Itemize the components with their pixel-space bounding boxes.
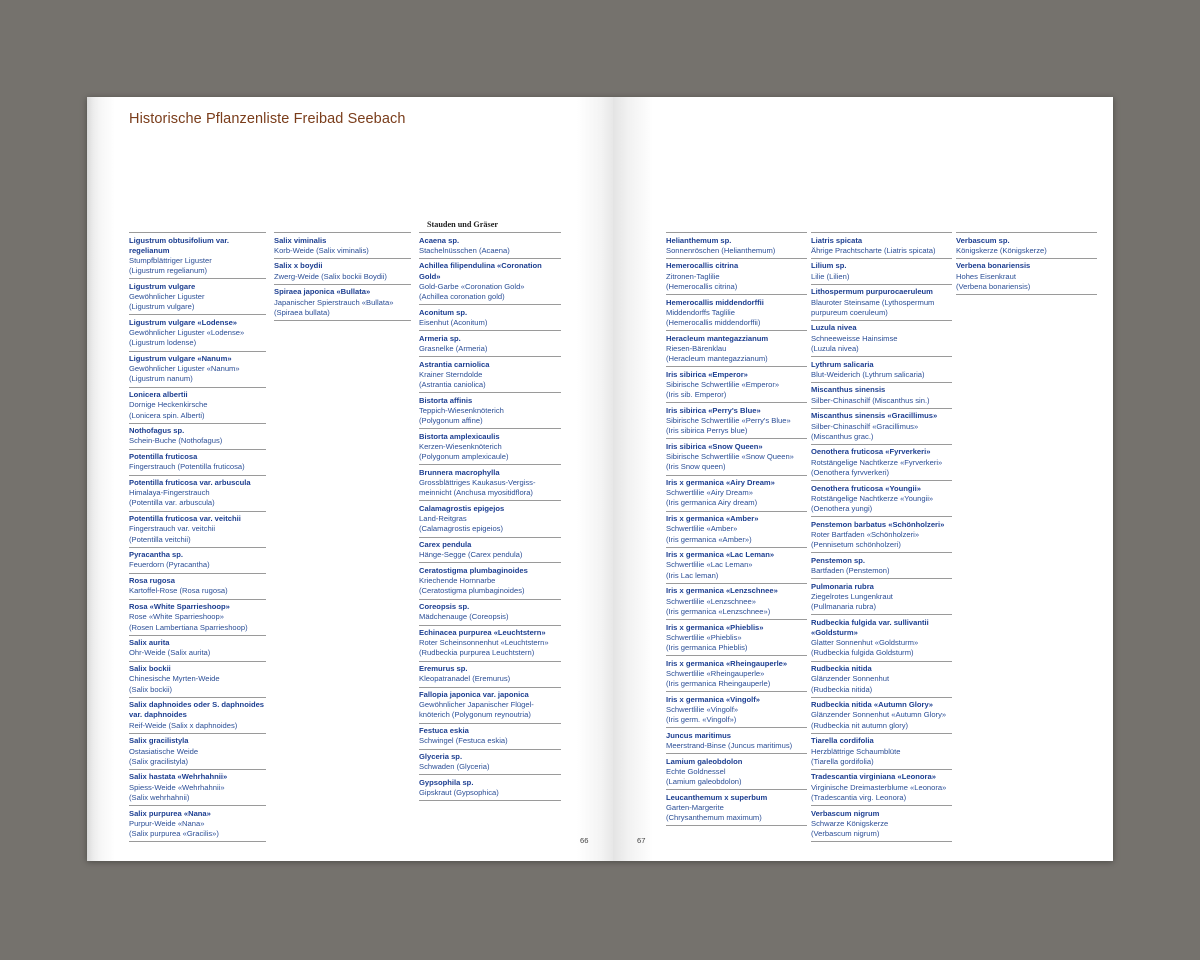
plant-latin-name: (Iris Lac leman) <box>666 570 719 580</box>
plant-common-name: Fingerstrauch var. veitchii <box>129 524 216 534</box>
plant-name: Iris x germanica «Lenzschnee» <box>666 586 778 596</box>
plant-latin-name: (Heracleum mantegazzianum) <box>666 354 768 364</box>
plant-entry <box>811 356 952 382</box>
plant-name: Iris x germanica «Vingolf» <box>666 694 760 704</box>
plant-column-1 <box>129 232 266 842</box>
plant-name: Rudbeckia fulgida var. sullivantii «Goldsturm» <box>811 617 929 637</box>
plant-latin-name: (Lonicera spin. Alberti) <box>129 410 205 420</box>
plant-latin-name: (Salix gracilistyla) <box>129 756 189 766</box>
plant-latin-name: (Iris germanica «Lenzschnee») <box>666 606 771 616</box>
plant-latin-name: (Salix bockii) <box>129 684 173 694</box>
plant-entry <box>666 583 807 619</box>
plant-common-name: Dornige Heckenkirsche <box>129 400 208 410</box>
plant-common-name: Schwertlilie «Phieblis» <box>666 632 742 642</box>
plant-name: Leucanthemum x superbum <box>666 792 768 802</box>
plant-entry <box>129 278 266 314</box>
plant-name: Salix purpurea «Nana» <box>129 808 211 818</box>
plant-entry <box>419 687 561 723</box>
plant-entry <box>811 444 952 480</box>
plant-latin-name: (Lamium galeobdolon) <box>666 777 742 787</box>
plant-entry <box>129 351 266 387</box>
plant-name: Salix bockii <box>129 664 171 674</box>
plant-name: Iris x germanica «Amber» <box>666 514 759 524</box>
plant-entry <box>129 314 266 350</box>
plant-latin-name: (Polygonum affine) <box>419 416 483 426</box>
plant-name: Aconitum sp. <box>419 307 468 317</box>
plant-entry <box>419 464 561 500</box>
plant-common-name: Glänzender Sonnenhut «Autumn Glory» (Rudbeckia nit autumn glory) <box>811 710 947 730</box>
plant-entry <box>811 320 952 356</box>
plant-common-name: Krainer Sterndolde <box>419 369 483 379</box>
plant-name: Oenothera fruticosa «Fyrverkeri» <box>811 447 931 457</box>
plant-latin-name: (Calamagrostis epigeios) <box>419 524 503 534</box>
plant-entry <box>274 232 411 258</box>
plant-common-name: Schwertlilie «Amber» <box>666 524 738 534</box>
plant-entry <box>811 805 952 842</box>
plant-common-name: Echte Goldnessel <box>666 766 726 776</box>
plant-name: Ceratostigma plumbaginoides <box>419 565 528 575</box>
plant-entry <box>811 382 952 408</box>
plant-name: Iris x germanica «Airy Dream» <box>666 478 775 488</box>
plant-common-name: Ostasiatische Weide <box>129 746 199 756</box>
plant-common-name: Blauroter Steinsame (Lythospermum <box>811 297 935 307</box>
plant-entry <box>666 438 807 474</box>
plant-entry <box>666 789 807 826</box>
plant-common-name: Schwertlilie «Airy Dream» <box>666 488 753 498</box>
plant-latin-name: (Rudbeckia nitida) <box>811 684 873 694</box>
plant-latin-name: (Iris sibirica Perrys blue) <box>666 426 748 436</box>
plant-name: Ligustrum vulgare «Lodense» <box>129 317 238 327</box>
plant-entry <box>811 408 952 444</box>
plant-common-name: Korb-Weide (Salix viminalis) <box>274 245 369 255</box>
plant-common-name: Kleopatranadel (Eremurus) <box>419 674 511 684</box>
plant-name: Iris x germanica «Phieblis» <box>666 622 764 632</box>
plant-latin-name: (Iris germanica Rheingauperle) <box>666 679 771 689</box>
plant-latin-name: (Potentilla var. arbuscula) <box>129 498 215 508</box>
plant-entry <box>419 774 561 801</box>
plant-latin-name: (Iris germanica «Amber») <box>666 534 752 544</box>
plant-name: Lythrum salicaria <box>811 359 874 369</box>
plant-common-name: Gewöhnlicher Japanischer Flügel- knöterich (Polygonum reynoutria) <box>419 700 534 720</box>
plant-entry <box>811 552 952 578</box>
plant-entry <box>666 294 807 330</box>
plant-name: Spiraea japonica «Bullata» <box>274 287 371 297</box>
plant-latin-name: (Hemerocallis citrina) <box>666 281 738 291</box>
plant-common-name: Bartfaden (Penstemon) <box>811 565 890 575</box>
plant-common-name: Schwertlilie «Vingolf» <box>666 704 739 714</box>
plant-common-name: Hohes Eisenkraut <box>956 271 1016 281</box>
plant-entry <box>811 232 952 258</box>
plant-latin-name: (Ligustrum vulgare) <box>129 302 195 312</box>
plant-common-name: Gipskraut (Gypsophica) <box>419 788 499 798</box>
plant-common-name: Ziegelrotes Lungenkraut <box>811 591 893 601</box>
plant-name: Pyracantha sp. <box>129 550 184 560</box>
plant-entry <box>129 661 266 697</box>
plant-column-3 <box>419 232 561 801</box>
plant-name: Luzula nivea <box>811 323 857 333</box>
plant-latin-name: (Oenothera fyrvverkeri) <box>811 467 890 477</box>
plant-common-name: Zitronen-Taglilie <box>666 271 720 281</box>
plant-name: Miscanthus sinensis <box>811 385 886 395</box>
plant-latin-name: (Polygonum amplexicaule) <box>419 452 509 462</box>
plant-name: Iris sibirica «Emperor» <box>666 369 748 379</box>
plant-name: Achillea filipendulina «Coronation Gold» <box>419 261 542 281</box>
plant-entry <box>811 516 952 552</box>
plant-common-name: Gewöhnlicher Liguster <box>129 292 205 302</box>
plant-common-name: Roter Bartfaden «Schönholzeri» <box>811 529 920 539</box>
plant-common-name: Schwingel (Festuca eskia) <box>419 736 508 746</box>
plant-entry <box>419 500 561 536</box>
plant-entry <box>129 475 266 511</box>
plant-common-name: Grossblättriges Kaukasus-Vergiss- meinnicht (Anchusa myositidflora) <box>419 478 536 498</box>
plant-latin-name: (Tradescantia virg. Leonora) <box>811 792 907 802</box>
plant-entry <box>666 366 807 402</box>
plant-name: Astrantia carniolica <box>419 359 490 369</box>
plant-name: Verbascum nigrum <box>811 808 880 818</box>
plant-entry <box>129 769 266 805</box>
plant-latin-name: (Iris sib. Emperor) <box>666 390 727 400</box>
plant-name: Hemerocallis middendorffii <box>666 297 764 307</box>
plant-entry <box>811 733 952 769</box>
plant-entry <box>129 232 266 278</box>
plant-common-name: Sibirische Schwertlilie «Snow Queen» <box>666 452 794 462</box>
plant-entry <box>419 749 561 775</box>
plant-common-name: Japanischer Spierstrauch «Bullata» <box>274 297 394 307</box>
plant-latin-name: (Tiarella gordifolia) <box>811 756 874 766</box>
plant-entry <box>419 330 561 356</box>
plant-common-name: Fingerstrauch (Potentilla fruticosa) <box>129 462 245 472</box>
plant-name: Iris sibirica «Perry's Blue» <box>666 405 761 415</box>
plant-name: Salix x boydii <box>274 261 323 271</box>
plant-latin-name: (Iris germanica Phieblis) <box>666 642 748 652</box>
plant-name: Ligustrum vulgare «Nanum» <box>129 354 232 364</box>
plant-latin-name: (Ligustrum nanum) <box>129 374 193 384</box>
plant-entry <box>419 723 561 749</box>
plant-latin-name: (Miscanthus grac.) <box>811 431 874 441</box>
page-number-left: 66 <box>580 836 589 845</box>
plant-entry <box>419 599 561 625</box>
plant-column-2 <box>274 232 411 321</box>
plant-entry <box>811 697 952 733</box>
plant-name: Lithospermum purpurocaeruleum <box>811 287 933 297</box>
plant-name: Iris sibirica «Snow Queen» <box>666 441 763 451</box>
plant-common-name: Rotstängelige Nachtkerze «Youngii» <box>811 493 934 503</box>
plant-entry <box>811 769 952 805</box>
plant-name: Miscanthus sinensis «Gracillimus» <box>811 411 938 421</box>
plant-name: Tradescantia virginiana «Leonora» <box>811 772 936 782</box>
plant-entry <box>666 232 807 258</box>
plant-common-name: Glatter Sonnenhut «Goldsturm» <box>811 638 919 648</box>
plant-name: Armeria sp. <box>419 333 461 343</box>
plant-common-name: Teppich-Wiesenknöterich <box>419 405 504 415</box>
plant-name: Rudbeckia nitida <box>811 664 872 674</box>
plant-name: Echinacea purpurea «Leuchtstern» <box>419 628 546 637</box>
plant-common-name: Garten-Margerite <box>666 803 724 813</box>
plant-entry <box>666 511 807 547</box>
plant-latin-name: (Verbascum nigrum) <box>811 828 880 838</box>
plant-entry <box>129 387 266 423</box>
plant-name: Juncus maritimus <box>666 730 731 740</box>
plant-name: Hemerocallis citrina <box>666 261 739 271</box>
plant-name: Calamagrostis epigejos <box>419 503 505 513</box>
plant-name: Lonicera albertii <box>129 390 188 400</box>
plant-entry <box>129 599 266 635</box>
plant-latin-name: (Iris Snow queen) <box>666 462 726 472</box>
plant-common-name: Schwaden (Glyceria) <box>419 762 490 772</box>
plant-entry <box>419 537 561 563</box>
plant-common-name: Mädchenauge (Coreopsis) <box>419 612 509 622</box>
plant-entry <box>666 547 807 583</box>
plant-common-name: Silber-Chinaschilf (Miscanthus sin.) <box>811 395 930 405</box>
plant-entry <box>811 284 952 320</box>
plant-entry <box>129 573 266 599</box>
plant-latin-name: (Ligustrum regelianum) <box>129 266 208 276</box>
plant-entry <box>666 727 807 753</box>
plant-entry <box>956 232 1097 258</box>
plant-entry <box>666 475 807 511</box>
plant-name: Glyceria sp. <box>419 752 463 762</box>
plant-name: Iris x germanica «Lac Leman» <box>666 550 775 560</box>
plant-latin-name: (Pullmanaria rubra) <box>811 602 876 612</box>
plant-entry <box>129 635 266 661</box>
plant-entry <box>129 733 266 769</box>
plant-name: Verbascum sp. <box>956 235 1010 245</box>
plant-name: Potentilla fruticosa <box>129 452 198 462</box>
plant-common-name: Königskerze (Königskerze) <box>956 245 1047 255</box>
plant-latin-name: (Rudbeckia fulgida Goldsturm) <box>811 648 914 658</box>
plant-column-4 <box>666 232 807 826</box>
plant-common-name: Blut-Weiderich (Lythrum salicaria) <box>811 369 925 379</box>
plant-common-name: Stumpfblättriger Liguster <box>129 255 212 265</box>
plant-common-name: Eisenhut (Aconitum) <box>419 317 488 327</box>
plant-latin-name: (Astrantia caniolica) <box>419 379 486 389</box>
plant-entry <box>129 697 266 733</box>
plant-common-name: Rose «White Sparrieshoop» <box>129 612 224 622</box>
plant-common-name: Rotstängelige Nachtkerze «Fyrverkeri» <box>811 457 943 467</box>
plant-name: Salix hastata «Wehrhahnii» <box>129 772 228 782</box>
plant-common-name: Reif-Weide (Salix x daphnoides) <box>129 720 238 730</box>
plant-name: Bistorta affinis <box>419 395 473 405</box>
plant-entry <box>666 258 807 294</box>
plant-latin-name: (Ceratostigma plumbaginoides) <box>419 586 525 596</box>
plant-entry <box>129 805 266 842</box>
page-title: Historische Pflanzenliste Freibad Seebach <box>129 111 406 127</box>
plant-common-name: Zwerg-Weide (Salix bockii Boydii) <box>274 271 387 281</box>
plant-common-name: Kriechende Hornnarbe <box>419 576 496 586</box>
plant-latin-name: (Rudbeckia purpurea Leuchtstern) <box>419 648 535 658</box>
plant-name: Heracleum mantegazzianum <box>666 333 769 343</box>
plant-entry <box>274 258 411 284</box>
plant-common-name: Riesen-Bärenklau <box>666 343 727 353</box>
plant-latin-name: (Hemerocallis middendorffii) <box>666 317 761 327</box>
plant-name: Bistorta amplexicaulis <box>419 431 500 441</box>
plant-column-5 <box>811 232 952 842</box>
plant-common-name: Kerzen-Wiesenknöterich <box>419 441 502 451</box>
plant-latin-name: (Rosen Lambertiana Sparrieshoop) <box>129 622 248 632</box>
plant-entry <box>811 480 952 516</box>
plant-entry <box>956 258 1097 295</box>
plant-name: Oenothera fruticosa «Youngii» <box>811 483 921 493</box>
plant-common-name: Stachelnüsschen (Acaena) <box>419 245 510 255</box>
plant-entry <box>419 304 561 330</box>
plant-name: Verbena bonariensis <box>956 261 1031 271</box>
plant-latin-name: (Luzula nivea) <box>811 343 859 353</box>
plant-name: Brunnera macrophylla <box>419 467 500 477</box>
plant-latin-name: (Pennisetum schönholzeri) <box>811 540 901 550</box>
plant-name: Potentilla fruticosa var. veitchii <box>129 514 241 524</box>
plant-entry <box>811 614 952 660</box>
plant-common-name: Middendorffs Taglilie <box>666 307 735 317</box>
plant-entry <box>666 619 807 655</box>
plant-name: Acaena sp. <box>419 235 460 245</box>
plant-entry <box>666 691 807 727</box>
plant-name: Rudbeckia nitida «Autumn Glory» <box>811 700 933 710</box>
plant-name: Pulmonaria rubra <box>811 581 874 591</box>
plant-latin-name: (Achillea coronation gold) <box>419 292 505 302</box>
plant-name: Fallopia japonica var. japonica <box>419 690 529 700</box>
plant-latin-name: (Iris germ. «Vingolf») <box>666 715 737 725</box>
plant-entry <box>419 625 561 661</box>
plant-name: Penstemon barbatus «Schönholzeri» <box>811 519 945 529</box>
plant-entry <box>129 547 266 573</box>
plant-common-name: Lilie (Lilien) <box>811 271 850 281</box>
plant-common-name: Himalaya-Fingerstrauch <box>129 488 210 498</box>
plant-entry <box>666 753 807 789</box>
plant-common-name: Schwertlilie «Lac Leman» <box>666 560 753 570</box>
plant-name: Iris x germanica «Rheingauperle» <box>666 658 788 668</box>
plant-name: Ligustrum vulgare <box>129 281 196 291</box>
plant-name: Lilium sp. <box>811 261 847 271</box>
plant-name: Carex pendula <box>419 540 472 550</box>
plant-entry <box>419 392 561 428</box>
plant-entry <box>419 232 561 258</box>
section-title: Stauden und Gräser <box>427 220 498 229</box>
plant-name: Nothofagus sp. <box>129 426 185 436</box>
plant-common-name: Schwertlilie «Lenzschnee» <box>666 596 756 606</box>
plant-entry <box>666 655 807 691</box>
plant-latin-name: (Spiraea bullata) <box>274 307 330 317</box>
plant-common-name: Meerstrand-Binse (Juncus maritimus) <box>666 741 793 751</box>
plant-entry <box>811 661 952 697</box>
plant-common-name: Chinesische Myrten-Weide <box>129 674 220 684</box>
plant-common-name: Glänzender Sonnenhut <box>811 674 890 684</box>
plant-name: Salix aurita <box>129 638 170 648</box>
plant-name: Helianthemum sp. <box>666 235 732 245</box>
plant-latin-name: (Potentilla veitchii) <box>129 534 191 544</box>
plant-name: Festuca eskia <box>419 726 469 736</box>
plant-common-name: Gold-Garbe «Coronation Gold» <box>419 281 525 291</box>
plant-entry <box>666 402 807 438</box>
plant-latin-name: (Oenothera yungi) <box>811 503 873 513</box>
plant-common-name: Herzblättrige Schaumblüte <box>811 746 901 756</box>
plant-common-name: Schwarze Königskerze <box>811 818 889 828</box>
plant-name: Tiarella cordifolia <box>811 736 874 746</box>
plant-common-name: Feuerdorn (Pyracantha) <box>129 560 210 570</box>
plant-entry <box>419 428 561 464</box>
plant-name: Eremurus sp. <box>419 664 468 674</box>
plant-latin-name: (Ligustrum lodense) <box>129 338 197 348</box>
plant-common-name: Sibirische Schwertlilie «Perry's Blue» <box>666 416 791 426</box>
plant-name: Potentilla fruticosa var. arbuscula <box>129 478 251 488</box>
plant-latin-name: purpureum coeruleum) <box>811 307 888 317</box>
plant-common-name: Ohr-Weide (Salix aurita) <box>129 648 211 658</box>
plant-common-name: Purpur-Weide «Nana» <box>129 818 205 828</box>
plant-common-name: Hänge-Segge (Carex pendula) <box>419 550 523 560</box>
plant-entry <box>129 511 266 547</box>
plant-latin-name: (Salix wehrhahnii) <box>129 792 190 802</box>
plant-name: Liatris spicata <box>811 235 863 245</box>
plant-entry <box>811 578 952 614</box>
plant-latin-name: (Iris germanica Airy dream) <box>666 498 758 508</box>
plant-common-name: Spiess-Weide «Wehrhahnii» <box>129 782 225 792</box>
plant-common-name: Sonnenröschen (Helianthemum) <box>666 245 776 255</box>
page-number-right: 67 <box>637 836 646 845</box>
plant-name: Lamium galeobdolon <box>666 756 743 766</box>
plant-common-name: Ährige Prachtscharte (Liatris spicata) <box>811 245 936 255</box>
plant-common-name: Land-Reitgras <box>419 514 467 524</box>
plant-name: Penstemon sp. <box>811 555 866 565</box>
plant-common-name: Virginische Dreimasterblume «Leonora» <box>811 782 947 792</box>
plant-latin-name: (Chrysanthemum maximum) <box>666 813 762 823</box>
plant-name: Salix daphnoides oder S. daphnoides var. daphnoides <box>129 700 265 720</box>
plant-common-name: Silber-Chinaschilf «Gracillimus» <box>811 421 919 431</box>
plant-name: Coreopsis sp. <box>419 602 470 612</box>
plant-name: Rosa «White Sparrieshoop» <box>129 602 230 612</box>
plant-common-name: Schwertlilie «Rheingauperle» <box>666 668 765 678</box>
plant-entry <box>419 562 561 598</box>
plant-entry <box>666 330 807 366</box>
plant-entry <box>129 423 266 449</box>
plant-entry <box>129 449 266 475</box>
plant-common-name: Kartoffel-Rose (Rosa rugosa) <box>129 586 228 596</box>
plant-entry <box>419 661 561 687</box>
plant-common-name: Schneeweisse Hainsimse <box>811 333 898 343</box>
plant-common-name: Sibirische Schwertlilie «Emperor» <box>666 379 780 389</box>
plant-entry <box>274 284 411 321</box>
plant-name: Salix viminalis <box>274 235 327 245</box>
plant-entry <box>419 356 561 392</box>
plant-name: Salix gracilistyla <box>129 736 189 746</box>
plant-latin-name: (Verbena bonariensis) <box>956 281 1031 291</box>
plant-common-name: Grasnelke (Armeria) <box>419 343 488 353</box>
plant-entry <box>811 258 952 284</box>
plant-common-name: Gewöhnlicher Liguster «Lodense» <box>129 328 245 338</box>
plant-name: Gypsophila sp. <box>419 777 474 787</box>
plant-latin-name: (Salix purpurea «Gracilis») <box>129 828 219 838</box>
plant-column-6 <box>956 232 1097 295</box>
plant-common-name: Schein-Buche (Nothofagus) <box>129 436 223 446</box>
plant-common-name: Roter Scheinsonnenhut «Leuchtstern» <box>419 638 549 648</box>
plant-name: Rosa rugosa <box>129 576 175 586</box>
plant-common-name: Gewöhnlicher Liguster «Nanum» <box>129 364 240 374</box>
plant-entry <box>419 258 561 304</box>
plant-name: Ligustrum obtusifolium var. regelianum <box>129 235 229 255</box>
